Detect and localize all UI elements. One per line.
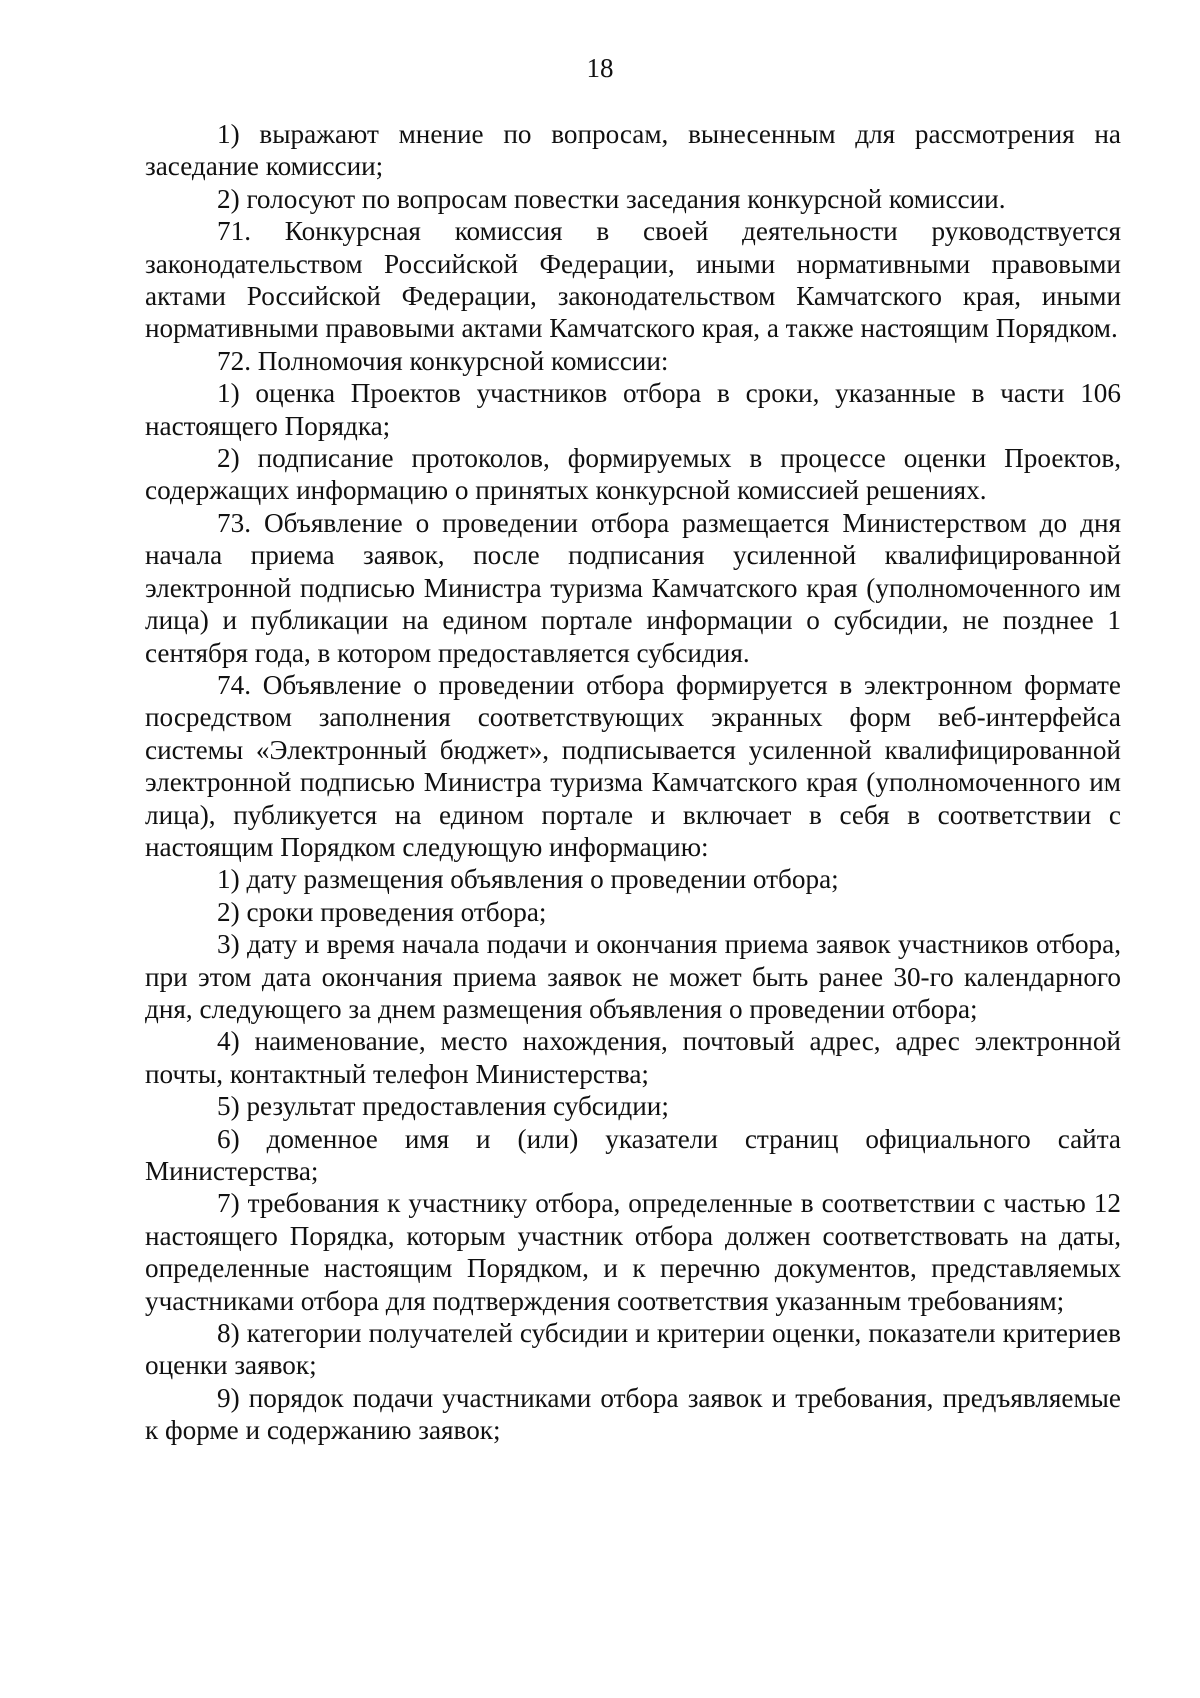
paragraph: 1) оценка Проектов участников отбора в сроки, указанные в части 106 настоящего Порядка; bbox=[145, 378, 1121, 441]
paragraph: 1) дату размещения объявления о проведении отбора; bbox=[217, 864, 839, 895]
paragraph: 3) дату и время начала подачи и окончания приема заявок участников отбора, при этом дата окончания приема заявок не может быть ранее 30-го календарного дня, следующего за днем размещения объявления о проведении отбора; bbox=[145, 929, 1121, 1024]
paragraph: 2) голосуют по вопросам повестки заседания конкурсной комиссии. bbox=[217, 183, 1006, 214]
paragraph: 71. Конкурсная комиссия в своей деятельности руководствуется законодательством Российской Федерации, иными нормативными правовыми актами Российской Федерации, законодательством Камчатского края, иными нормативными правовыми актами Камчатского края, а также настоящим Порядком. bbox=[145, 216, 1121, 344]
paragraph: 8) категории получателей субсидии и критерии оценки, показатели критериев оценки заявок; bbox=[145, 1318, 1121, 1381]
paragraph: 6) доменное имя и (или) указатели страниц официального сайта Министерства; bbox=[145, 1123, 1121, 1186]
paragraph: 4) наименование, место нахождения, почтовый адрес, адрес электронной почты, контактный телефон Министерства; bbox=[145, 1026, 1121, 1089]
paragraph: 72. Полномочия конкурсной комиссии: bbox=[217, 345, 669, 376]
paragraph: 5) результат предоставления субсидии; bbox=[217, 1091, 669, 1122]
paragraph: 2) сроки проведения отбора; bbox=[217, 896, 547, 927]
paragraph: 1) выражают мнение по вопросам, вынесенным для рассмотрения на заседание комиссии; bbox=[145, 119, 1121, 182]
paragraph: 2) подписание протоколов, формируемых в процессе оценки Проектов, содержащих информацию о принятых конкурсной комиссией решениях. bbox=[145, 443, 1121, 506]
document-body bbox=[145, 118, 1121, 1447]
paragraph: 7) требования к участнику отбора, определенные в соответствии с частью 12 настоящего Порядка, которым участник отбора должен соответствовать на даты, определенные настоящим Порядком, и к перечню документов, представляемых участниками отбора для подтверждения соответствия указанным требованиям; bbox=[145, 1188, 1121, 1316]
paragraph: 74. Объявление о проведении отбора формируется в электронном формате посредством заполнения соответствующих экранных форм веб-интерфейса системы «Электронный бюджет», подписывается усиленной квалифицированной электронной подписью Министра туризма Камчатского края (уполномоченного им лица), публикуется на едином портале и включает в себя в соответствии с настоящим Порядком следующую информацию: bbox=[145, 669, 1121, 862]
paragraph: 9) порядок подачи участниками отбора заявок и требования, предъявляемые к форме и содержанию заявок; bbox=[145, 1382, 1121, 1446]
page-number: 18 bbox=[586, 53, 614, 83]
paragraph: 73. Объявление о проведении отбора размещается Министерством до дня начала приема заявок, после подписания усиленной квалифицированной электронной подписью Министра туризма Камчатского края (уполномоченного им лица) и публикации на едином портале информации о субсидии, не позднее 1 сентября года, в котором предоставляется субсидия. bbox=[145, 507, 1121, 668]
